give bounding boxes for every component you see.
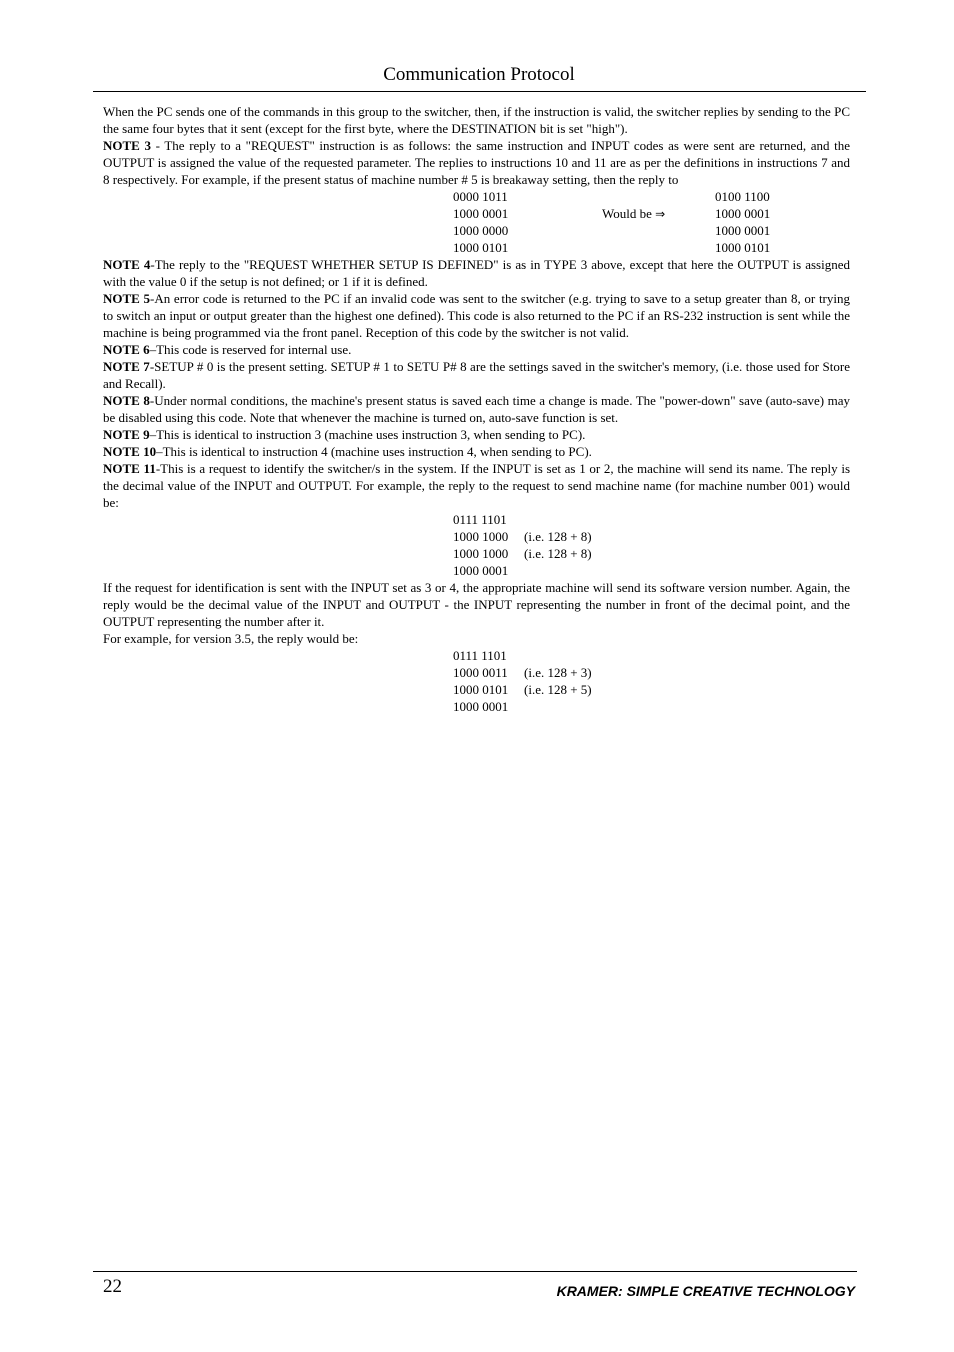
footer-brand-text: KRAMER: SIMPLE CREATIVE TECHNOLOGY — [556, 1283, 855, 1299]
note-11-label: NOTE 11 — [103, 461, 156, 476]
document-body — [103, 103, 850, 715]
note-5 — [103, 290, 850, 341]
page-number: 22 — [103, 1276, 122, 1297]
right-double-arrow-icon: ⇒ — [655, 207, 666, 221]
example-3-code: 0111 1101 — [453, 648, 507, 663]
example-2-code: 0111 1101 — [453, 512, 507, 527]
note-10-text: –This is identical to instruction 4 (machine uses instruction 4, when sending to PC). — [156, 444, 592, 459]
note-9 — [103, 426, 850, 443]
header-divider — [93, 91, 866, 92]
example-1-row — [103, 188, 850, 205]
note-9-label: NOTE 9 — [103, 427, 150, 442]
note-5-text: -An error code is returned to the PC if an invalid code was sent to the switcher (e.g. trying to save to a setup greater than 8, or trying to switch an input or output greater than the highest one defined). This code is also returned to the PC if an RS-232 instruction is sent while the machine is being programmed via the front panel. Reception of this code by the switcher is not valid. — [103, 291, 850, 340]
example-3-code: 1000 0101 — [453, 682, 509, 697]
note-3 — [103, 137, 850, 188]
note-7-text: -SETUP # 0 is the present setting. SETUP # 1 to SETU P# 8 are the settings saved in the switcher's memory, (i.e. those used for Store and Recall). — [103, 359, 850, 391]
note-9-text: –This is identical to instruction 3 (machine uses instruction 3, when sending to PC). — [149, 427, 586, 442]
note-5-label: NOTE 5 — [103, 291, 151, 306]
example-1-right-code: 0100 1100 — [715, 189, 770, 204]
note-8-label: NOTE 8 — [103, 393, 150, 408]
example-3-row — [103, 647, 850, 664]
note-6-text: –This code is reserved for internal use. — [149, 342, 352, 357]
example-2-comment: (i.e. 128 + 8) — [524, 546, 592, 561]
example-2-row — [103, 545, 850, 562]
footer-divider — [93, 1271, 857, 1272]
example-3-block — [103, 647, 850, 715]
example-1-row — [103, 239, 850, 256]
example-2-row — [103, 511, 850, 528]
example-2-code: 1000 1000 — [453, 529, 509, 544]
note-8-text: -Under normal conditions, the machine's present status is saved each time a change is made. The "power-down" save (auto-save) may be disabled using this code. Note that whenever the machine is turned on, auto-save function is set. — [103, 393, 850, 425]
example-3-row — [103, 698, 850, 715]
example-1-right-code: 1000 0001 — [715, 223, 771, 238]
note-7 — [103, 358, 850, 392]
example-3-comment: (i.e. 128 + 3) — [524, 665, 592, 680]
example-1-left-code: 1000 0000 — [453, 223, 509, 238]
note-4-text: -The reply to the "REQUEST WHETHER SETUP IS DEFINED" is as in TYPE 3 above, except that here the OUTPUT is assigned with the value 0 if the setup is not defined; or 1 if it is defined. — [103, 257, 851, 289]
would-be-text: Would be — [602, 206, 652, 221]
note-10-label: NOTE 10 — [103, 444, 157, 459]
note-6-label: NOTE 6 — [103, 342, 150, 357]
example-2-row — [103, 528, 850, 545]
version-example-paragraph: For example, for version 3.5, the reply would be: — [103, 631, 359, 646]
note-3-text: - The reply to a "REQUEST" instruction is as follows: the same instruction and INPUT codes as were sent are returned, and the OUTPUT is assigned the value of the requested parameter. The replies to instructions 10 and 11 are as per the definitions in instructions 7 and 8 respectively. For example, if the present status of machine number # 5 is breakaway setting, then the reply to — [103, 138, 850, 187]
example-1-block — [103, 188, 850, 256]
note-11-text: -This is a request to identify the switcher/s in the system. If the INPUT is set as 1 or 2, the machine will send its name. The reply is the decimal value of the INPUT and OUTPUT. For example, the reply to the request to send machine name (for machine number 001) would be: — [103, 461, 850, 510]
note-8 — [103, 392, 850, 426]
example-1-row — [103, 222, 850, 239]
note-4-label: NOTE 4 — [103, 257, 151, 272]
identification-paragraph: If the request for identification is sent with the INPUT set as 3 or 4, the appropriate machine will send its software version number. Again, the reply would be the decimal value of the INPUT and OUTPUT - the INPUT representing the number in front of the decimal point, and the OUTPUT representing the number after it. — [103, 580, 850, 629]
note-4 — [103, 256, 850, 290]
note-11 — [103, 460, 850, 511]
example-1-left-code: 1000 0101 — [453, 240, 509, 255]
example-1-row — [103, 205, 850, 222]
example-2-row — [103, 562, 850, 579]
example-2-code: 1000 1000 — [453, 546, 509, 561]
example-3-row — [103, 664, 850, 681]
page-header-title: Communication Protocol — [383, 64, 575, 85]
example-3-row — [103, 681, 850, 698]
example-3-comment: (i.e. 128 + 5) — [524, 682, 592, 697]
example-2-block — [103, 511, 850, 579]
intro-paragraph: When the PC sends one of the commands in this group to the switcher, then, if the instruction is valid, the switcher replies by sending to the PC the same four bytes that it sent (except for the first byte, where the DESTINATION bit is set "high"). — [103, 104, 850, 136]
example-1-left-code: 0000 1011 — [453, 189, 508, 204]
note-6 — [103, 341, 850, 358]
example-2-comment: (i.e. 128 + 8) — [524, 529, 592, 544]
note-10 — [103, 443, 850, 460]
would-be-label — [602, 205, 665, 223]
example-1-left-code: 1000 0001 — [453, 206, 509, 221]
example-3-code: 1000 0011 — [453, 665, 508, 680]
example-3-code: 1000 0001 — [453, 699, 509, 714]
note-3-label: NOTE 3 — [103, 138, 151, 153]
example-1-right-code: 1000 0101 — [715, 240, 771, 255]
note-7-label: NOTE 7 — [103, 359, 150, 374]
example-2-code: 1000 0001 — [453, 563, 509, 578]
example-1-right-code: 1000 0001 — [715, 206, 771, 221]
